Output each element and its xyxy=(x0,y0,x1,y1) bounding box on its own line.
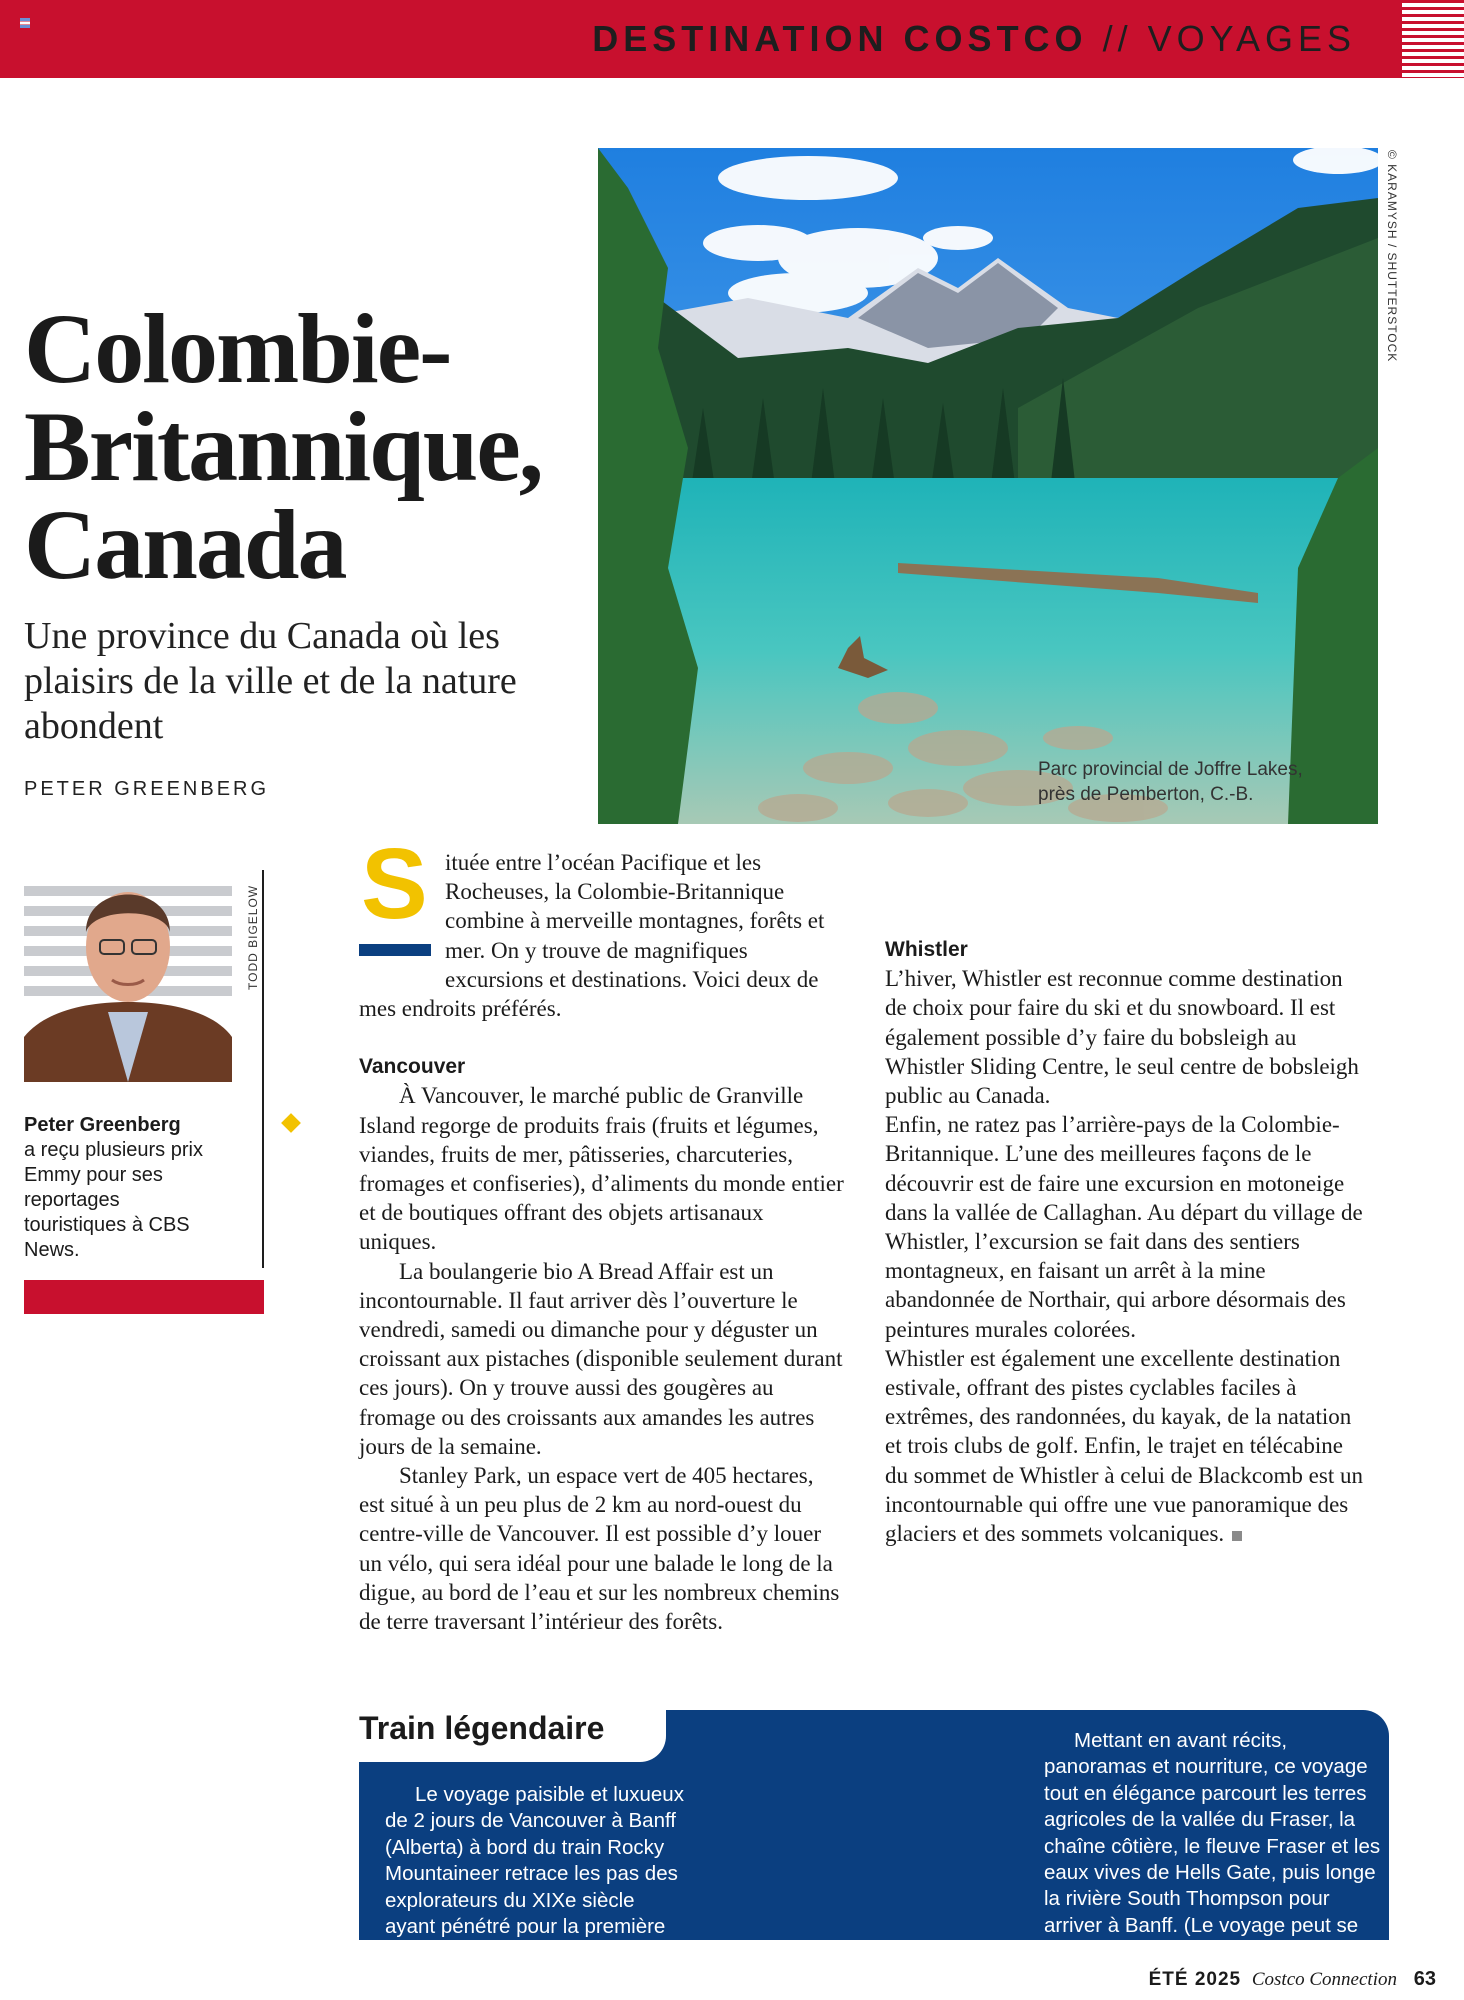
author-divider xyxy=(262,870,264,1268)
body-paragraph: Enfin, ne ratez pas l’arrière-pays de la Colombie-Britannique. L’une des meilleures façons de le découvrir est de faire une excursion en motoneige dans la vallée de Callaghan. Au départ du village de Whistler, l’excursion se fait dans des sentiers montagneux, en faisant un arrêt à la mine abandonnée de Northair, qui arbore désormais des peintures murales colorées. xyxy=(885,1112,1363,1342)
footer-season: ÉTÉ 2025 xyxy=(1148,1969,1242,1990)
photo-caption xyxy=(1038,757,1368,807)
body-paragraph: La boulangerie bio A Bread Affair est un incontournable. Il faut arriver dès l’ouverture le vendredi, samedi ou dimanche pour y déguster un croissant aux pistaches (disponible seulement durant ces jours). On y trouve aussi des gougères au fromage ou des croissants aux amandes les autres jours de la semaine. xyxy=(359,1258,843,1459)
photo-credit xyxy=(1383,150,1403,365)
body-paragraph: Whistler est également une excellente destination estivale, offrant des pistes cyclables faciles à extrêmes, des randonnées, du kayak, de la natation et trois clubs de golf. Enfin, le trajet en télécabine du sommet de Whistler à celui de Blackcomb est un incontournable qui offre une vue panoramique des glaciers et des sommets volcaniques. xyxy=(885,1345,1363,1547)
drop-cap xyxy=(359,828,437,966)
page-footer xyxy=(1149,1968,1436,1991)
diamond-icon xyxy=(281,1113,301,1133)
author-photo xyxy=(24,852,232,1082)
train-paragraph: Le voyage paisible et luxueux de 2 jours de Vancouver à Banff (Alberta) à bord du train Rocky Mountaineer retrace les pas des explorateurs du XIXe siècle ayant pénétré pour la première fois cette majestueuse région sauvage. xyxy=(385,1783,684,1991)
whistler-heading: Whistler xyxy=(885,938,968,961)
title-line: Canada xyxy=(24,489,346,600)
body-paragraph: L’hiver, Whistler est reconnue comme destination de choix pour faire du ski et du snowboard. Il est également possible d’y faire du bobsleigh au Whistler Sliding Centre, le seul centre de bobsleigh public au Canada. xyxy=(885,966,1359,1109)
train-paragraph: Mettant en avant récits, panoramas et nourriture, ce voyage tout en élégance parcourt les terres agricoles de la vallée du Fraser, la chaîne côtière, le fleuve Fraser et les eaux vives de Hells Gate, puis longe la rivière South Thompson pour arriver à Banff. (Le voyage peut se faire dans le sens inverse.) xyxy=(1044,1729,1381,1964)
section-title xyxy=(592,18,1356,60)
caption-line: près de Pemberton, C.-B. xyxy=(1038,784,1254,805)
drop-cap-bar xyxy=(359,944,431,956)
author-photo-credit xyxy=(244,880,262,1000)
page-number: 63 xyxy=(1413,1968,1436,1990)
article-column-1 xyxy=(359,828,844,1636)
train-signature: —PG xyxy=(1288,1940,1340,1964)
author-name: Peter Greenberg xyxy=(24,1114,181,1136)
hero-photo-lake xyxy=(598,148,1378,824)
header-stripes xyxy=(1402,0,1464,78)
article-column-2 xyxy=(885,848,1370,1548)
photo-credit-text: © KARAMYSH / SHUTTERSTOCK xyxy=(1385,150,1399,363)
article-subtitle: Une province du Canada où les plaisirs de la ville et de la nature abondent xyxy=(24,615,517,747)
footer-magazine: Costco Connection xyxy=(1251,1969,1397,1990)
caption-line: Parc provincial de Joffre Lakes, xyxy=(1038,759,1303,780)
section-name: DESTINATION COSTCO xyxy=(592,18,1088,59)
author-accent-bar xyxy=(24,1280,264,1314)
section-separator: // xyxy=(1102,18,1133,59)
train-column-2 xyxy=(700,1730,1020,1812)
body-paragraph: À Vancouver, le marché public de Granville Island regorge de produits frais (fruits et légumes, viandes, fruits de mer, pâtisseries, charcuteries, fromages et confiseries), d’aliments du monde entier et de boutiques offrant des objets artisanaux uniques. xyxy=(359,1083,844,1255)
title-line: Britannique, xyxy=(24,391,542,502)
train-column-1 xyxy=(385,1782,685,1993)
title-line: Colombie- xyxy=(24,293,451,404)
byline: PETER GREENBERG xyxy=(24,778,270,800)
lake-illustration xyxy=(598,148,1378,824)
body-paragraph: Stanley Park, un espace vert de 405 hectares, est situé à un peu plus de 2 km au nord-ouest du centre-ville de Vancouver. Il est possible d’y louer un vélo, qui sera idéal pour une balade le long de la digue, au bord de l’eau et sur les nombreux chemins de terre traversant l’intérieur des forêts. xyxy=(359,1463,840,1635)
flag-icon xyxy=(20,18,30,28)
end-mark-icon xyxy=(1232,1531,1242,1541)
author-portrait xyxy=(24,852,232,1082)
author-photo-credit-text: TODD BIGELOW xyxy=(246,884,260,990)
train-sidebar-title: Train légendaire xyxy=(359,1710,605,1746)
section-subname: VOYAGES xyxy=(1147,18,1356,59)
train-column-3 xyxy=(1044,1728,1384,1966)
author-bio: a reçu plusieurs prix Emmy pour ses reportages touristiques à CBS News. xyxy=(24,1139,203,1261)
drop-cap-letter: S xyxy=(361,828,428,940)
vancouver-heading: Vancouver xyxy=(359,1055,466,1079)
article-title xyxy=(24,293,584,600)
intro-paragraph: ituée entre l’océan Pacifique et les Rocheuses, la Colombie-Britannique combine à merveille montagnes, forêts et mer. On y trouve de magnifiques excursions et destinations. Voici deux de mes endroits préférés. xyxy=(359,850,825,1022)
